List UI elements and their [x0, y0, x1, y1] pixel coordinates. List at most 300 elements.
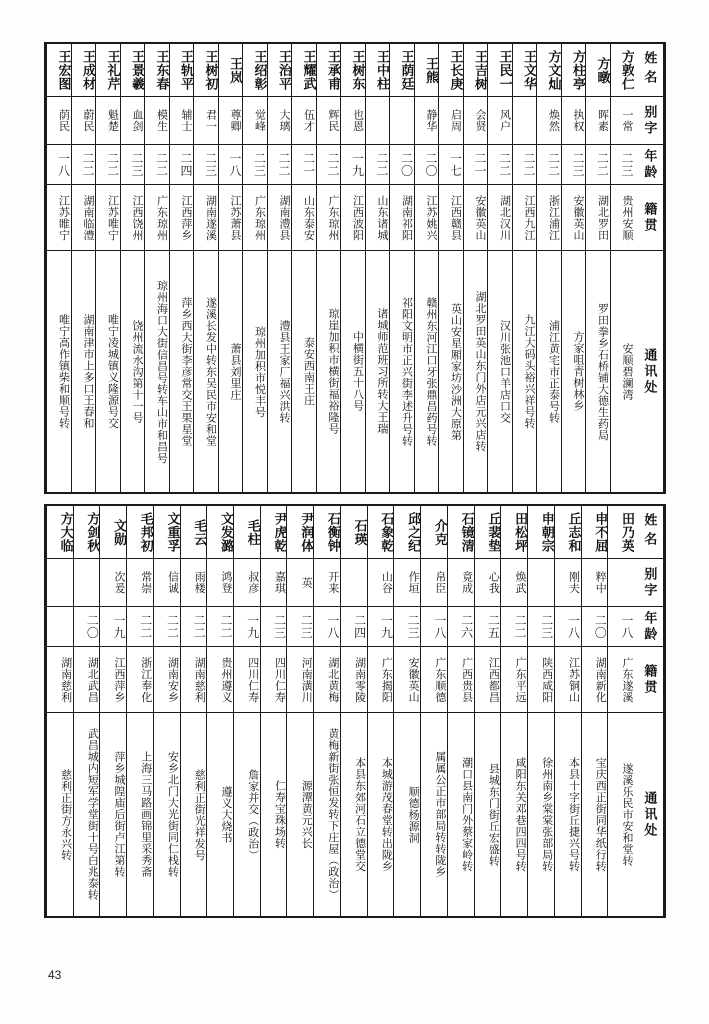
cell-text: 英: [300, 576, 314, 589]
cell-origin: [464, 184, 488, 250]
cell-alias: [586, 96, 610, 144]
cell-name: [219, 44, 243, 96]
cell-age: [513, 144, 537, 184]
cell-origin: [96, 184, 120, 250]
cell-text: 江西九江: [523, 194, 536, 241]
cell-address: [314, 712, 340, 916]
cell-age: [194, 144, 218, 184]
cell-address: [96, 250, 120, 492]
cell-origin: [608, 646, 634, 712]
cell-text: 二二: [138, 614, 153, 639]
column-header-age: 年龄: [634, 606, 663, 646]
cell-address: [261, 712, 287, 916]
cell-text: 王成材: [80, 49, 95, 91]
cell-text: 方家咀青树林乡: [572, 331, 585, 412]
cell-text: 王树东: [349, 49, 365, 91]
cell-text: 江西饶州: [131, 194, 144, 241]
cell-text: 咸阳东关邓巷四四号转: [514, 757, 528, 872]
cell-address: [501, 712, 527, 916]
cell-text: 方柱亭: [570, 49, 585, 91]
cell-name: [268, 44, 292, 96]
table-row: [340, 44, 365, 492]
cell-origin: [47, 184, 71, 250]
cell-name: [475, 506, 501, 558]
cell-address: [390, 250, 414, 492]
cell-text: 一八: [620, 614, 634, 639]
column-header-alias: 别字: [634, 558, 663, 606]
cell-text: 帛臣: [433, 571, 447, 594]
cell-age: [582, 606, 608, 646]
cell-text: 文重孚: [164, 511, 180, 553]
cell-name: [96, 44, 120, 96]
table-row: [126, 506, 153, 916]
cell-origin: [287, 646, 313, 712]
cell-age: [562, 144, 586, 184]
cell-alias: [341, 96, 365, 144]
table-row: [438, 44, 463, 492]
cell-origin: [194, 184, 218, 250]
cell-name: [366, 44, 390, 96]
cell-name: [47, 506, 73, 558]
cell-text: 汉川张池口羊店口交: [498, 319, 512, 424]
cell-text: 九江大码头裕兴祥号转: [523, 314, 536, 429]
cell-text: 二二: [595, 152, 610, 177]
cell-origin: [555, 646, 581, 712]
table-row: [218, 44, 243, 492]
cell-text: 蔚民: [82, 109, 95, 132]
cell-origin: [121, 184, 145, 250]
cell-text: 王熊: [423, 56, 438, 84]
cell-text: 湖南津市上多口王春和: [82, 314, 95, 429]
cell-text: 二二: [513, 614, 528, 639]
cell-name: [314, 506, 340, 558]
cell-alias: [207, 558, 233, 606]
cell-text: 湖北武昌: [86, 656, 100, 703]
cell-text: 湖南澧县: [278, 194, 291, 241]
table-row: [367, 506, 394, 916]
table-row: [95, 44, 120, 492]
cell-text: 王东春: [153, 49, 169, 91]
cell-text: 源潭黄元兴长: [300, 780, 314, 849]
cell-text: 一九: [245, 614, 260, 639]
cell-text: 萍乡西大街李彦常交王果星堂: [180, 296, 193, 447]
cell-name: [586, 44, 610, 96]
cell-alias: [145, 96, 169, 144]
table-row: [46, 506, 73, 916]
cell-alias: [96, 96, 120, 144]
cell-alias: [181, 558, 207, 606]
cell-age: [501, 606, 527, 646]
cell-text: 黄梅新街张恒发转下庄屋（政治）: [326, 728, 340, 901]
cell-name: [390, 44, 414, 96]
cell-alias: [608, 558, 634, 606]
cell-origin: [448, 646, 474, 712]
cell-age: [475, 606, 501, 646]
cell-text: 二二: [192, 614, 207, 639]
cell-text: 武昌城内短军学堂街十号白兆泰转: [86, 728, 100, 901]
cell-text: 王民一: [496, 49, 512, 91]
cell-text: 文发潞: [217, 511, 233, 553]
cell-address: [127, 712, 153, 916]
cell-alias: [439, 96, 463, 144]
cell-text: 邱之纪: [405, 511, 421, 553]
cell-text: 湖南新化: [594, 656, 608, 703]
cell-name: [234, 506, 260, 558]
cell-text: 辅士: [180, 109, 193, 132]
cell-text: 江苏睢宁: [57, 194, 71, 241]
table-row: [500, 506, 527, 916]
table-row: [447, 506, 474, 916]
cell-text: 二〇: [424, 152, 438, 177]
cell-alias: [501, 558, 527, 606]
cell-text: 二〇: [399, 152, 414, 177]
cell-text: 嘉琪: [273, 571, 287, 594]
cell-name: [145, 44, 169, 96]
cell-text: 一八: [566, 614, 581, 639]
cell-alias: [421, 558, 447, 606]
cell-age: [421, 606, 447, 646]
cell-text: 田乃英: [619, 511, 634, 553]
cell-alias: [72, 96, 96, 144]
cell-text: 广东平远: [514, 656, 528, 703]
cell-text: 宝庆西正街同华纸行转: [594, 757, 608, 872]
cell-address: [555, 712, 581, 916]
cell-origin: [415, 184, 439, 250]
cell-text: 二三: [252, 152, 267, 177]
cell-text: 本县东郊河石立德堂交: [353, 757, 367, 872]
cell-text: 萧县刘里庄: [229, 342, 242, 401]
cell-name: [368, 506, 394, 558]
table-header-column: [634, 506, 664, 916]
cell-text: 常崇: [139, 571, 153, 594]
cell-alias: [47, 558, 73, 606]
cell-text: 詹家并交（政治）: [246, 768, 260, 861]
cell-address: [219, 250, 243, 492]
cell-age: [47, 144, 71, 184]
cell-age: [219, 144, 243, 184]
table-row: [340, 506, 367, 916]
cell-name: [537, 44, 561, 96]
cell-text: 湖南安乡: [166, 656, 180, 703]
cell-text: 王吉树: [472, 49, 487, 91]
cell-age: [464, 144, 488, 184]
table-row: [242, 44, 267, 492]
cell-address: [47, 250, 71, 492]
cell-age: [145, 144, 169, 184]
cell-address: [181, 712, 207, 916]
cell-text: 饶州流水沟第十一号: [131, 319, 144, 424]
cell-address: [145, 250, 169, 492]
cell-text: 雨楼: [193, 571, 207, 594]
cell-text: 王耀武: [300, 49, 316, 91]
cell-text: 君一: [204, 109, 218, 132]
cell-text: 湖南祁阳: [400, 194, 414, 241]
cell-alias: [170, 96, 194, 144]
cell-text: 浦江黄宅市正泰号转: [547, 319, 561, 424]
cell-text: 诸城师范班习所转大王瑞: [376, 308, 389, 435]
cell-age: [292, 144, 316, 184]
cell-text: 唯宁高作镇柴和顺号转: [57, 314, 71, 429]
cell-text: 一九: [379, 614, 394, 639]
cell-text: 浙江奉化: [139, 656, 153, 703]
cell-text: 四川仁寿: [246, 656, 260, 703]
cell-alias: [100, 558, 126, 606]
table-row: [393, 506, 420, 916]
cell-name: [501, 506, 527, 558]
cell-age: [537, 144, 561, 184]
cell-age: [96, 144, 120, 184]
cell-text: 县城东门街丘宏盛转: [487, 762, 501, 867]
cell-name: [127, 506, 153, 558]
cell-text: 血剑: [131, 109, 144, 132]
cell-origin: [366, 184, 390, 250]
cell-alias: [368, 558, 394, 606]
cell-text: 田松坪: [512, 511, 528, 553]
cell-address: [439, 250, 463, 492]
cell-text: 方敦仁: [619, 49, 634, 91]
table-row: [610, 44, 635, 492]
cell-age: [47, 606, 73, 646]
cell-text: 安乡北门大光街同仁栈转: [166, 751, 180, 878]
cell-name: [608, 506, 634, 558]
cell-name: [415, 44, 439, 96]
cell-alias: [366, 96, 390, 144]
cell-text: 刚夫: [567, 571, 581, 594]
cell-name: [513, 44, 537, 96]
cell-alias: [475, 558, 501, 606]
cell-text: 会贤: [474, 109, 487, 132]
cell-text: 王树初: [202, 49, 218, 91]
cell-alias: [555, 558, 581, 606]
cell-address: [394, 712, 420, 916]
cell-text: 江西都昌: [487, 656, 501, 703]
cell-text: 荫民: [57, 109, 71, 132]
cell-origin: [394, 646, 420, 712]
cell-address: [611, 250, 635, 492]
cell-text: 安顺碧澜湾: [621, 342, 634, 401]
cell-text: 二一: [301, 152, 316, 177]
cell-age: [234, 606, 260, 646]
cell-text: 一九: [112, 614, 127, 639]
cell-text: 王轨平: [178, 49, 193, 91]
cell-age: [181, 606, 207, 646]
cell-name: [207, 506, 233, 558]
cell-alias: [611, 96, 635, 144]
cell-alias: [194, 96, 218, 144]
cell-text: 晖素: [596, 109, 610, 132]
cell-origin: [243, 184, 267, 250]
cell-alias: [243, 96, 267, 144]
cell-address: [475, 712, 501, 916]
cell-name: [611, 44, 635, 96]
cell-text: 介克: [431, 518, 447, 546]
cell-text: 方暾: [594, 56, 610, 84]
cell-text: 王治平: [276, 49, 291, 91]
cell-address: [243, 250, 267, 492]
table-header-column: [634, 44, 664, 492]
cell-text: 二三: [203, 152, 218, 177]
cell-alias: [154, 558, 180, 606]
cell-text: 方文灿: [545, 49, 561, 91]
column-header-origin: 籍贯: [634, 646, 663, 712]
cell-alias: [464, 96, 488, 144]
cell-name: [72, 44, 96, 96]
cell-text: 四川仁寿: [273, 656, 287, 703]
cell-text: 广东遂溪: [621, 656, 634, 703]
cell-address: [47, 712, 73, 916]
cell-alias: [74, 558, 100, 606]
cell-origin: [261, 646, 287, 712]
table-row: [286, 506, 313, 916]
cell-address: [528, 712, 554, 916]
cell-name: [287, 506, 313, 558]
cell-address: [121, 250, 145, 492]
column-header-name: 姓名: [641, 513, 657, 551]
cell-text: 上海三马路画锦里采秀斋: [139, 751, 153, 878]
cell-text: 广东琼州: [253, 194, 267, 241]
cell-text: 英山安星厢家坊沙洲大原第: [449, 302, 463, 441]
cell-text: 叔彦: [246, 571, 260, 594]
cell-age: [314, 606, 340, 646]
cell-name: [439, 44, 463, 96]
column-header-age: 年龄: [634, 144, 663, 184]
cell-origin: [341, 646, 367, 712]
column-header-name: 姓名: [641, 51, 657, 89]
cell-text: 徐州南乡棠棠张部局转: [540, 757, 554, 872]
cell-address: [234, 712, 260, 916]
cell-text: 二三: [539, 614, 554, 639]
column-header-address: 通讯处: [634, 250, 663, 492]
cell-age: [121, 144, 145, 184]
table-row: [414, 44, 439, 492]
cell-text: 石瑛: [351, 518, 367, 546]
cell-alias: [317, 96, 341, 144]
cell-age: [528, 606, 554, 646]
cell-origin: [586, 184, 610, 250]
cell-origin: [421, 646, 447, 712]
cell-text: 安徽英山: [407, 656, 421, 703]
table-row: [585, 44, 610, 492]
table-row: [169, 44, 194, 492]
cell-address: [341, 250, 365, 492]
table-row: [554, 506, 581, 916]
cell-text: 江西萍乡: [113, 656, 127, 703]
cell-text: 广东揭阳: [380, 656, 394, 703]
cell-origin: [100, 646, 126, 712]
cell-text: 泰安西南王庄: [302, 337, 316, 406]
cell-text: 江苏唯宁: [106, 194, 120, 241]
cell-name: [488, 44, 512, 96]
cell-age: [394, 606, 420, 646]
cell-text: 本城游茂春堂转出陇乡: [380, 757, 394, 872]
cell-address: [287, 712, 313, 916]
cell-text: 信诚: [166, 571, 180, 594]
table-row: [233, 506, 260, 916]
cell-text: 粹中: [594, 571, 608, 594]
cell-name: [243, 44, 267, 96]
cell-address: [488, 250, 512, 492]
cell-text: 毛柱: [244, 518, 260, 546]
cell-text: 澧县王家厂福兴洪转: [278, 319, 291, 424]
table-row: [536, 44, 561, 492]
cell-text: 一八: [325, 614, 340, 639]
cell-origin: [219, 184, 243, 250]
cell-address: [448, 712, 474, 916]
cell-text: 伍才: [302, 109, 316, 132]
cell-text: 中横街五十八号: [351, 331, 365, 412]
cell-text: 湖南慈利: [59, 656, 73, 703]
cell-text: 安徽英山: [572, 194, 585, 241]
cell-text: 湖南零陵: [353, 656, 367, 703]
roster-table-bottom: [44, 504, 666, 918]
cell-name: [100, 506, 126, 558]
cell-origin: [390, 184, 414, 250]
cell-text: 江西波阳: [351, 194, 365, 241]
cell-text: 王绍彰: [251, 49, 267, 91]
table-row: [316, 44, 341, 492]
cell-address: [562, 250, 586, 492]
cell-alias: [513, 96, 537, 144]
cell-text: 赣州东河江口牙张鼎昌药号转: [425, 296, 438, 447]
roster-table-top: [44, 42, 666, 494]
cell-origin: [170, 184, 194, 250]
cell-alias: [121, 96, 145, 144]
cell-address: [415, 250, 439, 492]
cell-text: 广西贵县: [460, 656, 474, 703]
cell-text: 二五: [486, 614, 501, 639]
cell-text: 二三: [620, 152, 634, 177]
cell-alias: [219, 96, 243, 144]
cell-origin: [314, 646, 340, 712]
cell-address: [72, 250, 96, 492]
cell-name: [181, 506, 207, 558]
cell-origin: [268, 184, 292, 250]
cell-text: 二四: [179, 152, 193, 177]
cell-age: [100, 606, 126, 646]
cell-text: 尹润体: [298, 511, 314, 553]
cell-origin: [439, 184, 463, 250]
cell-text: 毛邦初: [137, 511, 153, 553]
cell-age: [261, 606, 287, 646]
cell-text: 贵州安顺: [621, 194, 634, 241]
cell-text: 江西赣县: [449, 194, 463, 241]
cell-name: [154, 506, 180, 558]
cell-text: 文勋: [111, 518, 127, 546]
table-row: [206, 506, 233, 916]
cell-age: [341, 606, 367, 646]
cell-text: 王礼芹: [104, 49, 120, 91]
cell-text: 一七: [448, 152, 463, 177]
cell-origin: [341, 184, 365, 250]
table-row: [46, 44, 71, 492]
cell-name: [74, 506, 100, 558]
cell-name: [421, 506, 447, 558]
cell-text: 琼州海口大街信昌号转车山市和昌号: [155, 279, 169, 464]
cell-text: 二三: [571, 152, 585, 177]
cell-text: 丘裴垫: [485, 511, 501, 553]
cell-text: 山东泰安: [302, 194, 316, 241]
table-row: [420, 506, 447, 916]
cell-address: [317, 250, 341, 492]
cell-origin: [513, 184, 537, 250]
cell-text: 二二: [165, 614, 180, 639]
cell-origin: [475, 646, 501, 712]
cell-text: 二二: [81, 152, 95, 177]
cell-text: 二三: [406, 614, 421, 639]
cell-alias: [488, 96, 512, 144]
cell-age: [207, 606, 233, 646]
cell-text: 广东琼州: [155, 194, 169, 241]
